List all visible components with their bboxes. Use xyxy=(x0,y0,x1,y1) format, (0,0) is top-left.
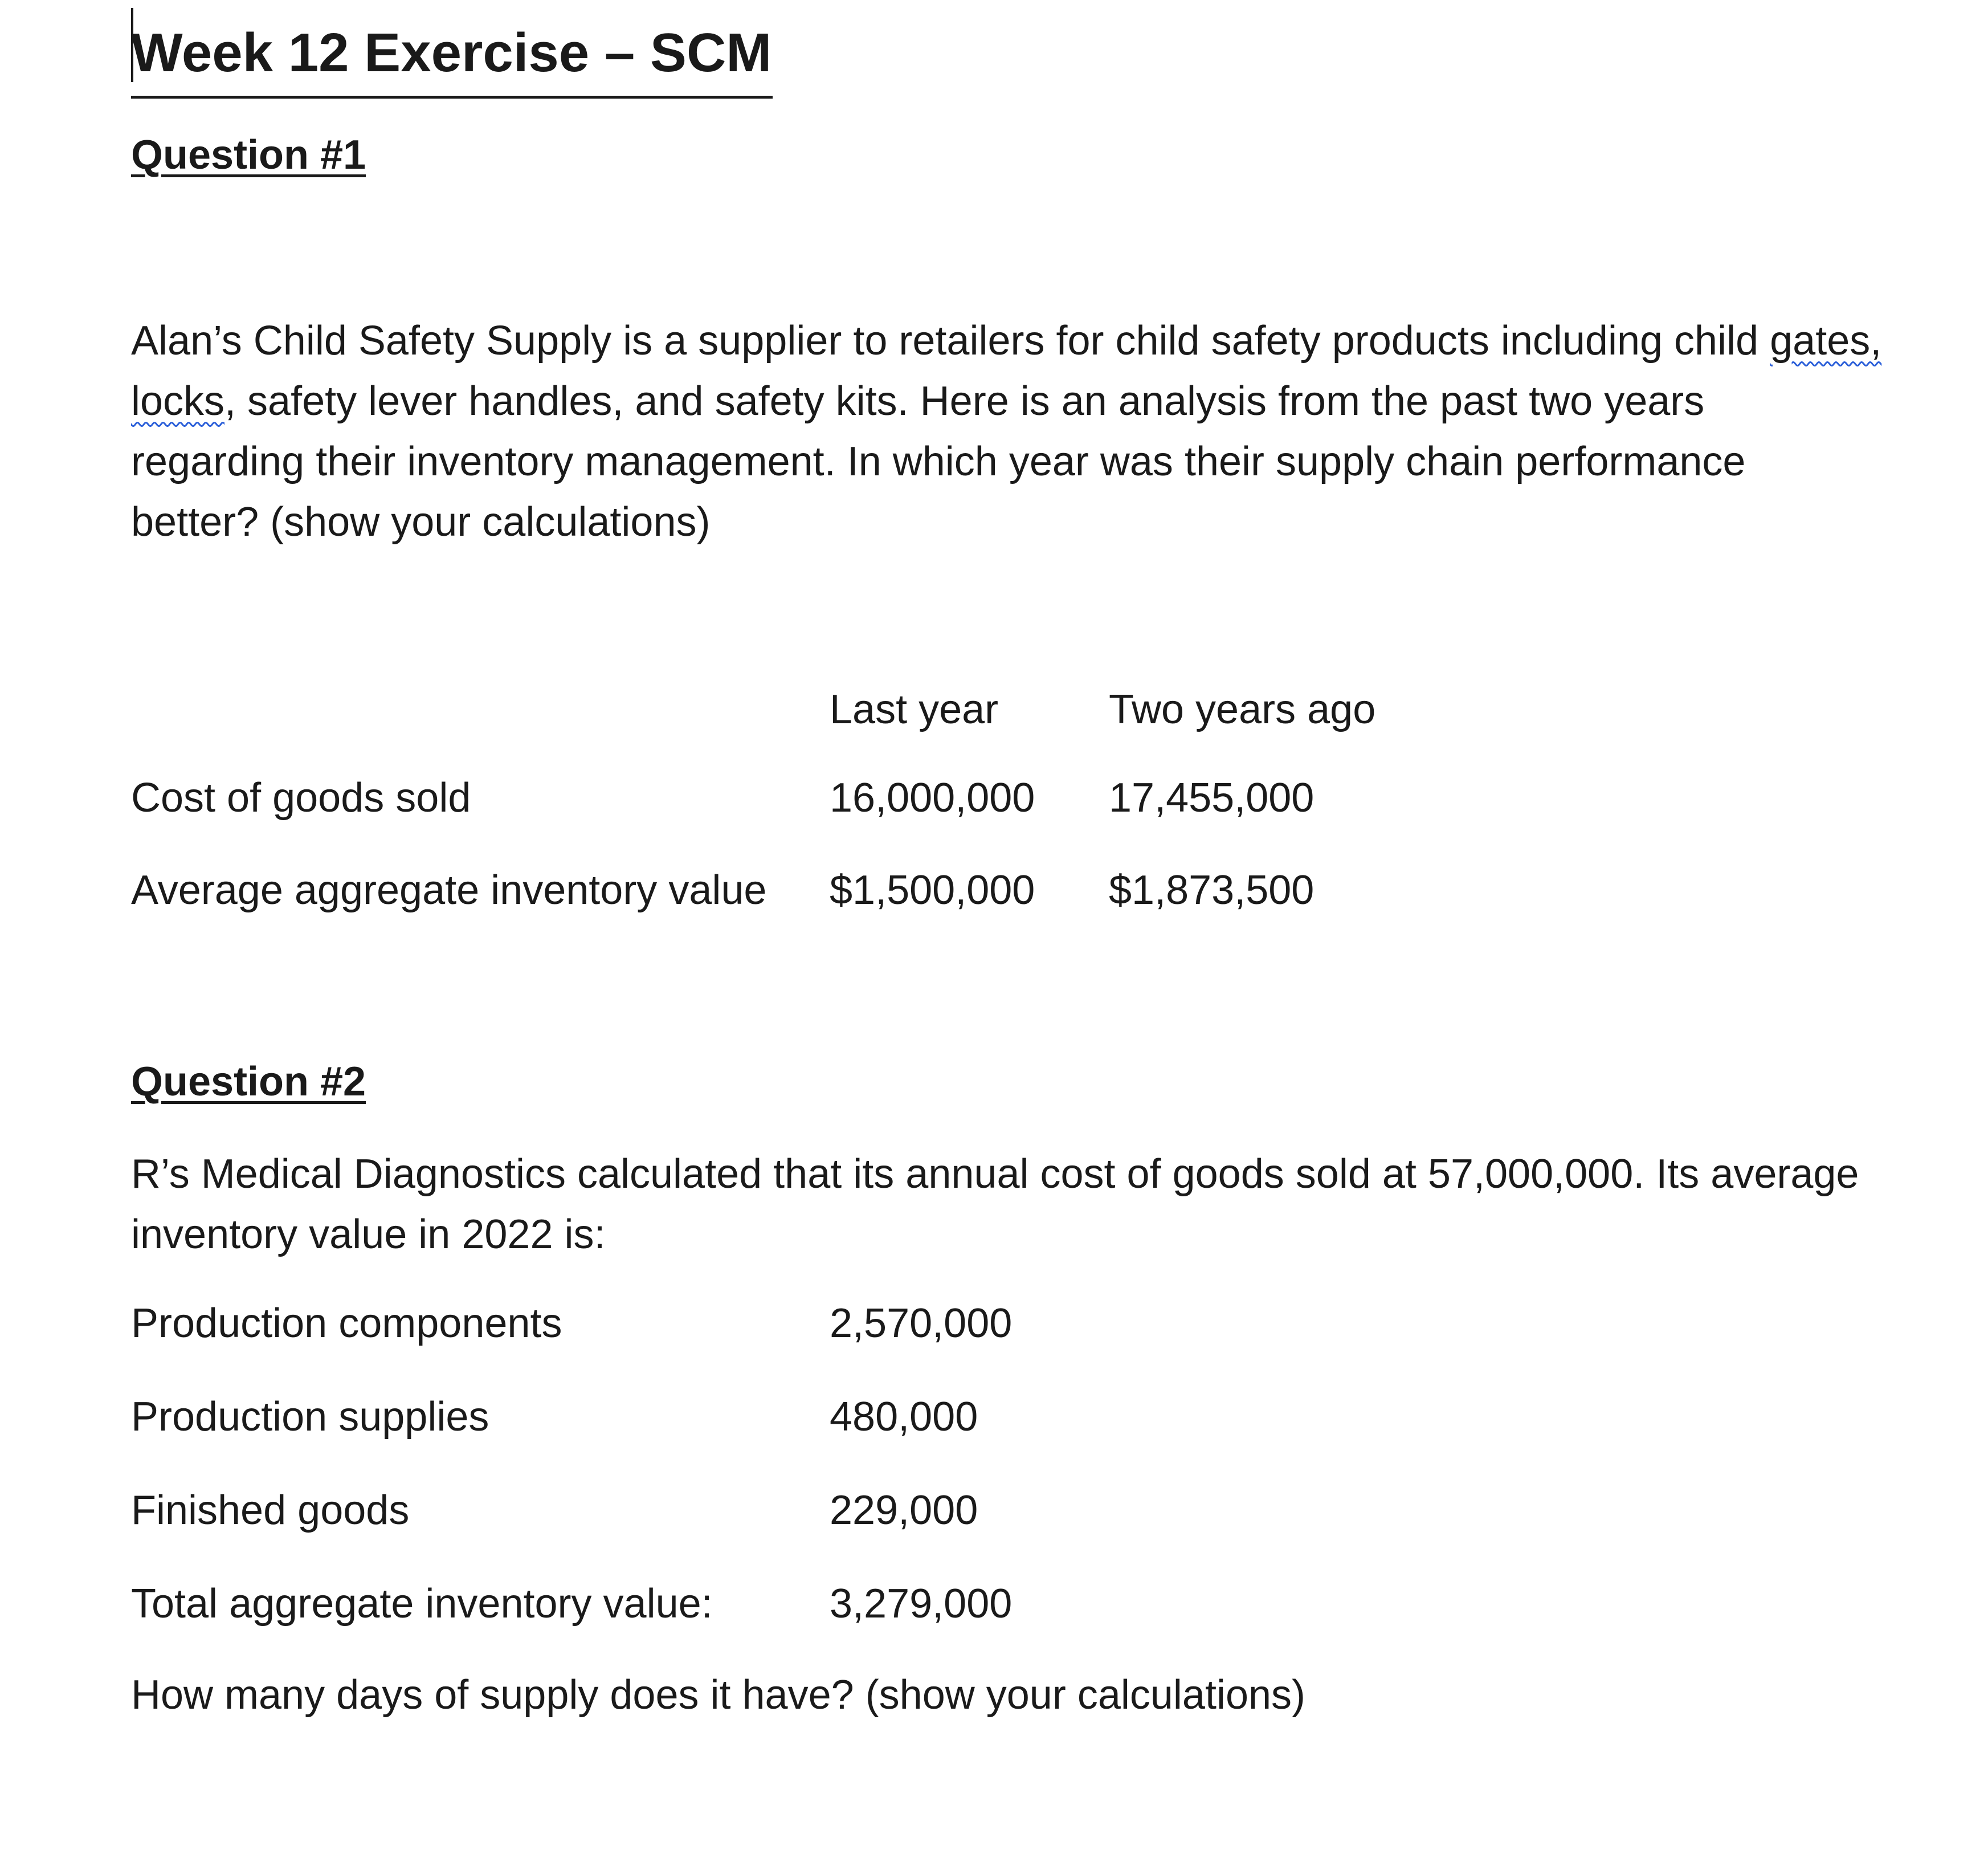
inventory-label-finished-goods: Finished goods xyxy=(131,1488,410,1533)
row-label-avg-inventory: Average aggregate inventory value xyxy=(131,867,767,913)
inventory-value-supplies: 480,000 xyxy=(830,1394,978,1440)
inventory-value-components: 2,570,000 xyxy=(830,1301,1013,1346)
avg-inventory-last-year: $1,500,000 xyxy=(830,867,1035,913)
question-1-heading: Question #1 xyxy=(131,132,366,178)
q2-line-1: R’s Medical Diagnostics calculated that its annual cost of goods sold at 57,000,000. Its average xyxy=(131,1151,1859,1197)
q1-line-4: better? (show your calculations) xyxy=(131,499,711,545)
spellcheck-word[interactable]: locks xyxy=(131,378,225,424)
spellcheck-word[interactable]: gates, xyxy=(1770,318,1882,364)
column-header-two-years-ago: Two years ago xyxy=(1109,687,1376,732)
q1-line-3: regarding their inventory management. In which year was their supply chain performance xyxy=(131,439,1746,484)
row-label-cogs: Cost of goods sold xyxy=(131,775,471,821)
question-1-paragraph xyxy=(131,311,1881,552)
inventory-label-components: Production components xyxy=(131,1301,562,1346)
inventory-label-supplies: Production supplies xyxy=(131,1394,489,1440)
q2-line-2: inventory value in 2022 is: xyxy=(131,1212,606,1257)
q1-line-2: locks, safety lever handles, and safety kits. Here is an analysis from the past two years xyxy=(131,378,1705,424)
avg-inventory-two-years-ago: $1,873,500 xyxy=(1109,867,1315,913)
inventory-label-total: Total aggregate inventory value: xyxy=(131,1581,713,1627)
inventory-value-total: 3,279,000 xyxy=(830,1581,1013,1627)
document-title: Week 12 Exercise – SCM xyxy=(131,10,773,99)
inventory-value-finished-goods: 229,000 xyxy=(830,1488,978,1533)
cogs-last-year: 16,000,000 xyxy=(830,775,1035,821)
column-header-last-year: Last year xyxy=(830,687,999,732)
q1-line-1: Alan’s Child Safety Supply is a supplier to retailers for child safety products including child gates, xyxy=(131,318,1882,364)
question-2-prompt: How many days of supply does it have? (show your calculations) xyxy=(131,1672,1305,1718)
question-2-heading: Question #2 xyxy=(131,1059,366,1105)
cogs-two-years-ago: 17,455,000 xyxy=(1109,775,1315,821)
question-2-paragraph xyxy=(131,1144,1859,1265)
